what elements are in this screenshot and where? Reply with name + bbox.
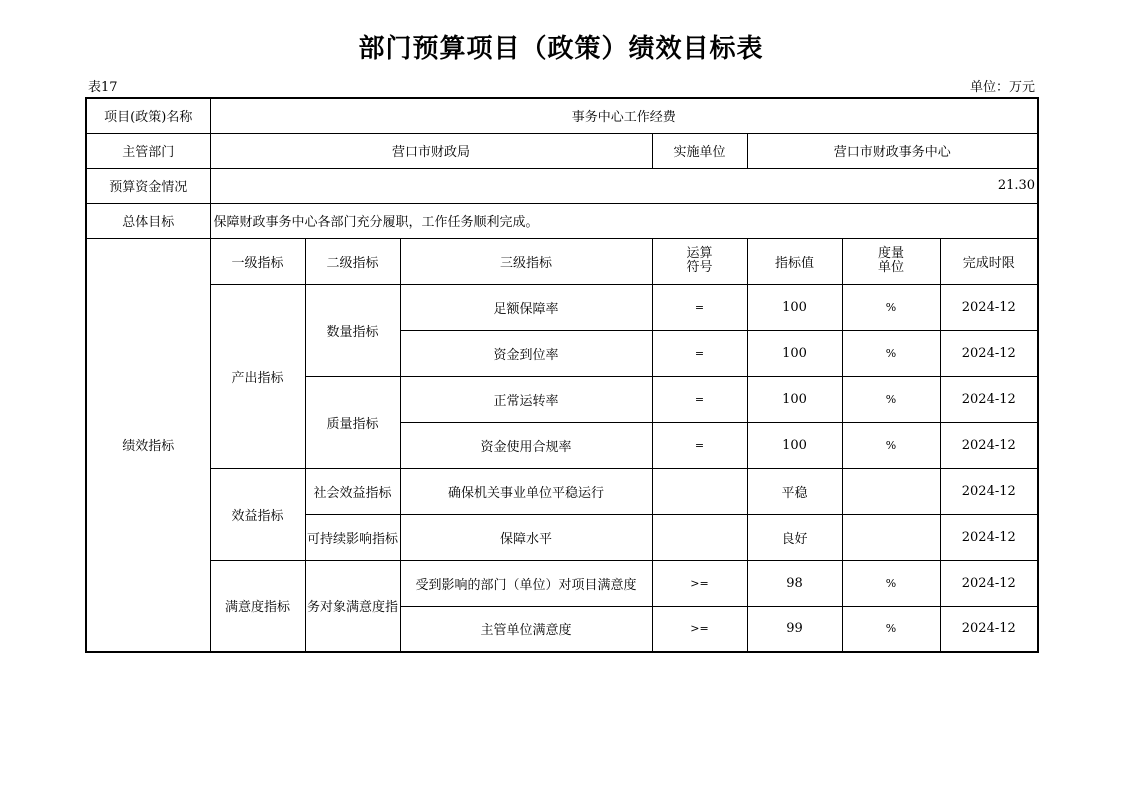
table-row-deadline: 2024-12 [940, 514, 1038, 560]
performance-table [85, 97, 1039, 653]
level2-social: 社会效益指标 [305, 468, 400, 514]
table-row-unit: % [842, 560, 940, 606]
table-row-val: 99 [747, 606, 842, 652]
project-name-value: 事务中心工作经费 [210, 98, 1038, 133]
table-row-op: = [652, 284, 747, 330]
table-row-l3: 确保机关事业单位平稳运行 [400, 468, 652, 514]
table-row-val: 100 [747, 284, 842, 330]
unit-label: 单位：万元 [969, 80, 1035, 95]
table-row-deadline: 2024-12 [940, 376, 1038, 422]
header-level2: 二级指标 [305, 238, 400, 284]
table-row-val: 98 [747, 560, 842, 606]
header-unit: 度量 单位 [842, 238, 940, 284]
table-row-val: 平稳 [747, 468, 842, 514]
table-row-l3: 正常运转率 [400, 376, 652, 422]
header-level3: 三级指标 [400, 238, 652, 284]
table-row-unit: % [842, 330, 940, 376]
dept-label: 主管部门 [86, 133, 210, 168]
header-deadline: 完成时限 [940, 238, 1038, 284]
table-row-val: 100 [747, 422, 842, 468]
table-row-val: 100 [747, 376, 842, 422]
impl-label: 实施单位 [652, 133, 747, 168]
header-value: 指标值 [747, 238, 842, 284]
table-row-unit: % [842, 376, 940, 422]
page-title: 部门预算项目（政策）绩效目标表 [358, 34, 764, 64]
impl-value: 营口市财政事务中心 [747, 133, 1038, 168]
perf-label: 绩效指标 [86, 238, 210, 652]
table-row-unit: % [842, 284, 940, 330]
table-row-val: 良好 [747, 514, 842, 560]
level1-output: 产出指标 [210, 284, 305, 468]
header-operator: 运算 符号 [652, 238, 747, 284]
table-row-unit [842, 468, 940, 514]
table-row-deadline: 2024-12 [940, 284, 1038, 330]
table-row-op: >= [652, 606, 747, 652]
table-row-op: = [652, 376, 747, 422]
project-name-label: 项目(政策)名称 [86, 98, 210, 133]
level1-satisfaction: 满意度指标 [210, 560, 305, 652]
table-row-unit: % [842, 422, 940, 468]
dept-value: 营口市财政局 [210, 133, 652, 168]
budget-label: 预算资金情况 [86, 168, 210, 203]
level2-quality: 质量指标 [305, 376, 400, 468]
table-row-op [652, 514, 747, 560]
table-row-l3: 足额保障率 [400, 284, 652, 330]
goal-value: 保障财政事务中心各部门充分履职，工作任务顺利完成。 [210, 203, 1038, 238]
table-row-val: 100 [747, 330, 842, 376]
table-row-deadline: 2024-12 [940, 330, 1038, 376]
level1-benefit: 效益指标 [210, 468, 305, 560]
level2-sustainable: 可持续影响指标 [305, 514, 400, 560]
table-row-op [652, 468, 747, 514]
table-row-l3: 主管单位满意度 [400, 606, 652, 652]
table-row-op: = [652, 330, 747, 376]
table-number: 表17 [88, 80, 118, 95]
table-row-unit: % [842, 606, 940, 652]
table-row-l3: 受到影响的部门（单位）对项目满意度 [400, 560, 652, 606]
goal-label: 总体目标 [86, 203, 210, 238]
table-row-unit [842, 514, 940, 560]
table-row-l3: 资金使用合规率 [400, 422, 652, 468]
table-row-l3: 保障水平 [400, 514, 652, 560]
table-row-deadline: 2024-12 [940, 560, 1038, 606]
table-row-op: >= [652, 560, 747, 606]
table-row-op: = [652, 422, 747, 468]
level2-quantity: 数量指标 [305, 284, 400, 376]
table-row-deadline: 2024-12 [940, 606, 1038, 652]
table-row-deadline: 2024-12 [940, 468, 1038, 514]
header-level1: 一级指标 [210, 238, 305, 284]
table-row-deadline: 2024-12 [940, 422, 1038, 468]
level2-service-satisfaction: 务对象满意度指 [305, 560, 400, 652]
budget-value: 21.30 [210, 168, 1038, 203]
table-row-l3: 资金到位率 [400, 330, 652, 376]
